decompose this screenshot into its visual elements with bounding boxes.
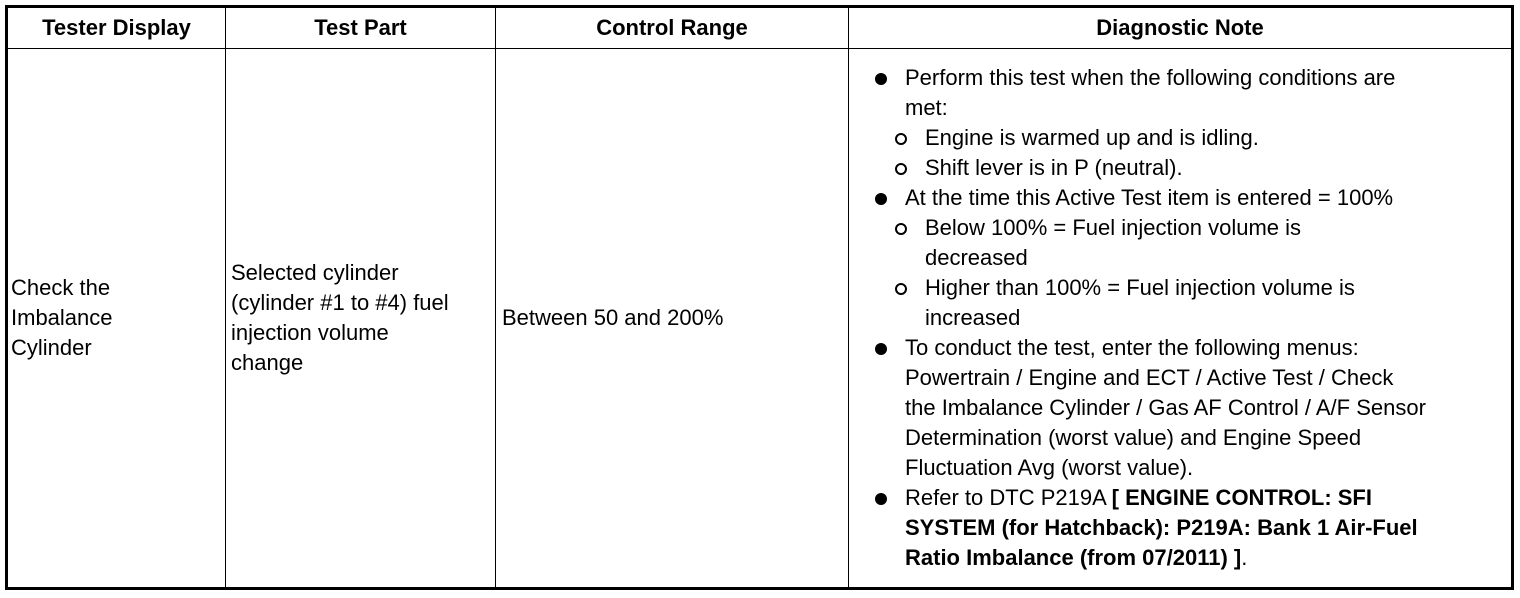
sub-item-below: Below 100% = Fuel injection volume is decreased <box>875 213 1507 273</box>
sub-item-higher: Higher than 100% = Fuel injection volume is increased <box>875 273 1507 333</box>
cell-control-range <box>496 49 849 589</box>
circle-bullet-icon <box>895 223 907 235</box>
note-list <box>875 63 1507 573</box>
note-item-conditions: Perform this test when the following conditions are met: <box>875 63 1507 123</box>
header-control-range: Control Range <box>496 7 849 49</box>
tester-display-line: Imbalance <box>11 305 113 330</box>
cell-diagnostic-note <box>849 49 1513 589</box>
dtc-reference-link[interactable]: SYSTEM (for Hatchback): P219A: Bank 1 Air-Fuel <box>905 515 1418 540</box>
test-part-line: injection volume <box>231 320 389 345</box>
circle-bullet-icon <box>895 283 907 295</box>
bullet-icon <box>875 193 887 205</box>
sub-item-shift-lever: Shift lever is in P (neutral). <box>875 153 1507 183</box>
note-item-menus: To conduct the test, enter the following menus: Powertrain / Engine and ECT / Active Test / Check the Imbalance Cylinder / Gas AF Control / A/F Sensor Determination (worst value) and Engine Speed Fluctuation Avg (worst value). <box>875 333 1507 483</box>
cell-tester-display <box>7 49 226 589</box>
dtc-reference-link[interactable]: [ ENGINE CONTROL: SFI <box>1111 485 1372 510</box>
dtc-suffix: . <box>1241 545 1248 570</box>
tester-display-line: Check the <box>11 275 111 300</box>
test-part-line: (cylinder #1 to #4) fuel <box>231 290 449 315</box>
cell-test-part <box>226 49 496 589</box>
sub-list-wrapper <box>875 123 1507 183</box>
header-tester-display: Tester Display <box>7 7 226 49</box>
diagnostic-table <box>5 5 1514 590</box>
circle-bullet-icon <box>895 133 907 145</box>
sub-list-wrapper <box>875 213 1507 333</box>
tester-display-line: Cylinder <box>11 335 92 360</box>
note-item-dtc-reference <box>875 483 1507 573</box>
table-row <box>7 49 1513 589</box>
bullet-icon <box>875 493 887 505</box>
header-test-part: Test Part <box>226 7 496 49</box>
circle-bullet-icon <box>895 163 907 175</box>
bullet-icon <box>875 343 887 355</box>
sub-item-engine-warm: Engine is warmed up and is idling. <box>875 123 1507 153</box>
control-range-text: Between 50 and 200% <box>502 305 724 330</box>
dtc-prefix: Refer to DTC P219A <box>905 485 1112 510</box>
note-item-default-value: At the time this Active Test item is entered = 100% <box>875 183 1507 213</box>
dtc-reference-link[interactable]: Ratio Imbalance (from 07/2011) ] <box>905 545 1242 570</box>
test-part-line: Selected cylinder <box>231 260 399 285</box>
test-part-line: change <box>231 350 304 375</box>
header-row <box>7 7 1513 49</box>
header-diagnostic-note: Diagnostic Note <box>849 7 1513 49</box>
bullet-icon <box>875 73 887 85</box>
